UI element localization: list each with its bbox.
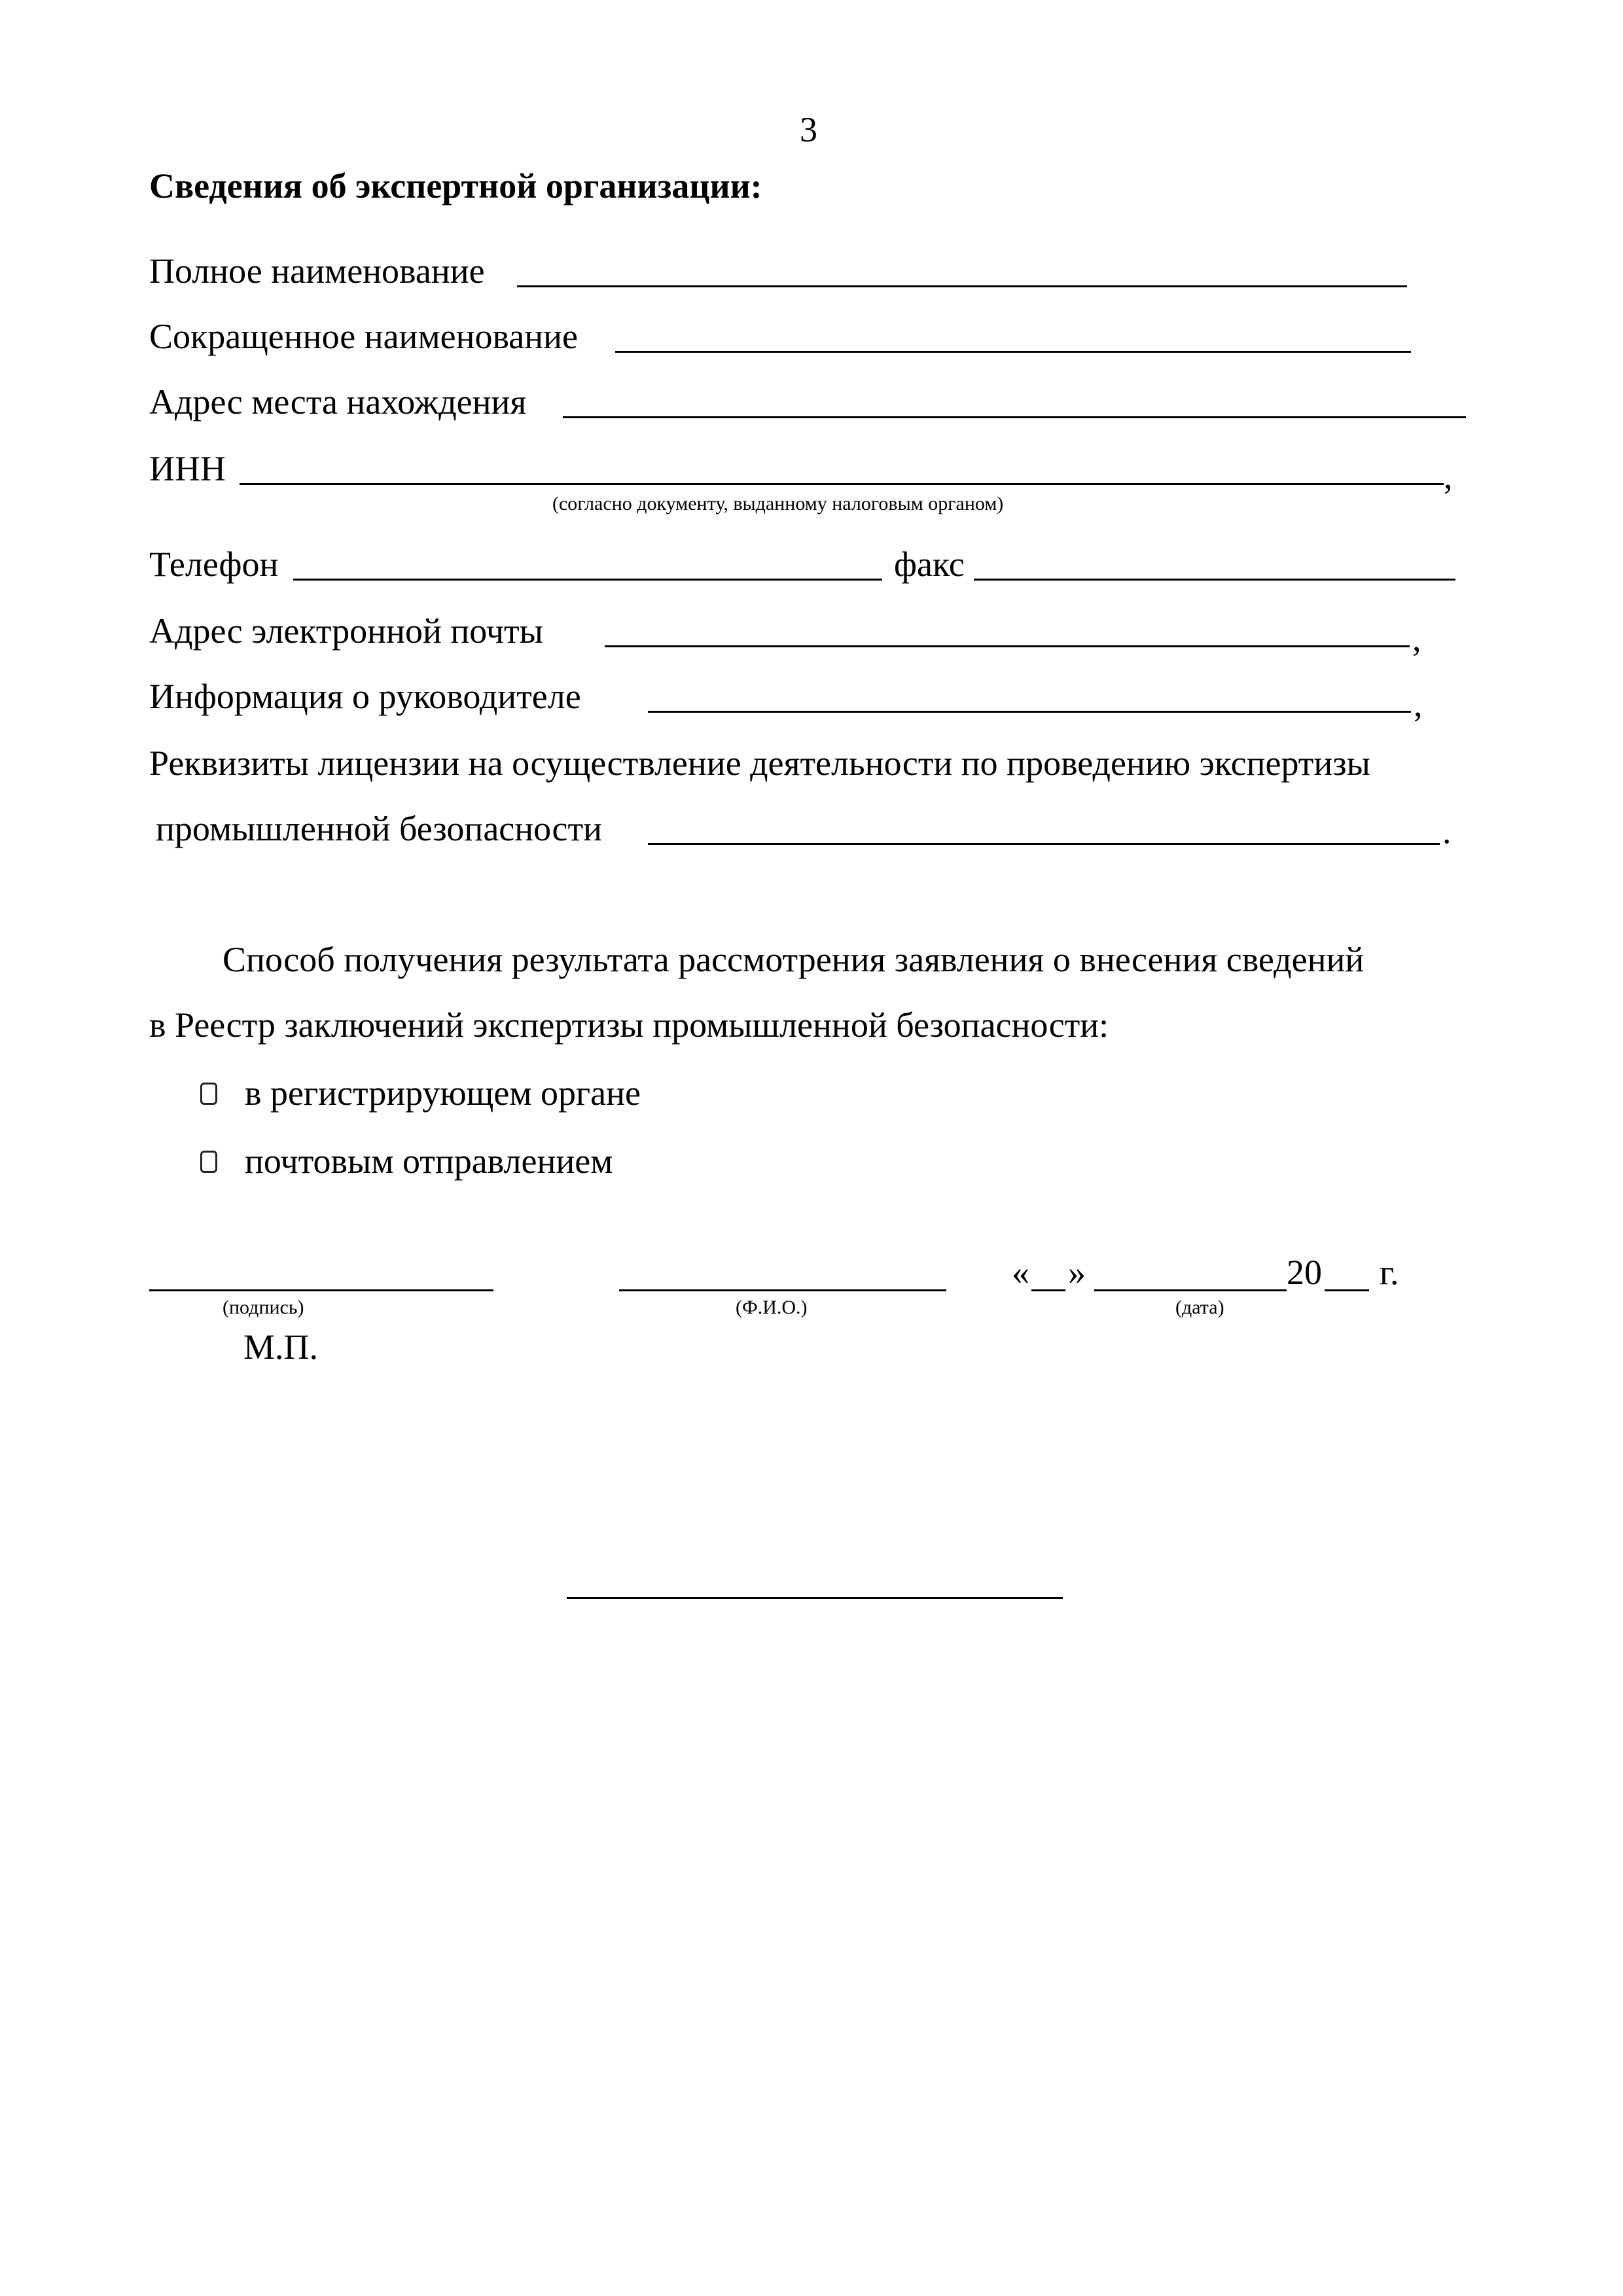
date-caption: (дата) [1175,1297,1224,1318]
date-year-field[interactable] [1325,1289,1369,1291]
head-info-label: Информация о руководителе [149,677,581,716]
fax-label: факс [894,545,965,584]
checkbox-postal-delivery[interactable] [200,1151,217,1173]
signature-line[interactable] [149,1289,493,1291]
address-field[interactable] [563,416,1466,418]
method-paragraph-line2: в Реестр заключений экспертизы промышленной безопасности: [149,1005,1109,1045]
name-caption: (Ф.И.О.) [736,1297,808,1318]
year-prefix: 20 [1287,1253,1322,1292]
stamp-label: М.П. [243,1327,319,1367]
date-close-quote: » [1068,1253,1086,1292]
email-field[interactable] [605,645,1410,647]
head-info-comma: , [1414,685,1423,724]
phone-label: Телефон [149,545,279,584]
inn-field[interactable] [240,483,1444,485]
phone-field[interactable] [293,579,882,581]
section-heading: Сведения об экспертной организации: [149,166,762,206]
fax-field[interactable] [974,579,1455,581]
inn-label: ИНН [149,449,226,488]
license-field[interactable] [648,843,1440,845]
license-label-line2: промышленной безопасности [156,809,602,848]
inn-comma: , [1444,457,1453,496]
head-info-field[interactable] [648,711,1411,713]
checkbox-registering-authority[interactable] [200,1083,217,1105]
method-paragraph-line1: Способ получения результата рассмотрения заявления о внесения сведений [223,940,1364,979]
full-name-field[interactable] [517,285,1407,287]
page-number: 3 [800,110,817,149]
full-name-label: Полное наименование [149,251,485,291]
address-label: Адрес места нахождения [149,382,527,422]
email-label: Адрес электронной почты [149,611,543,651]
email-comma: , [1412,619,1421,658]
date-open-quote: « [1012,1253,1029,1292]
option-registering-authority: в регистрирующем органе [245,1073,641,1113]
date-month-field[interactable] [1094,1289,1287,1291]
short-name-label: Сокращенное наименование [149,317,579,356]
license-label-line1: Реквизиты лицензии на осуществление деятельности по проведению экспертизы [149,744,1370,783]
year-suffix: г. [1380,1253,1399,1292]
short-name-field[interactable] [615,351,1411,353]
date-day-field[interactable] [1031,1289,1065,1291]
bottom-separator-line [567,1597,1063,1599]
inn-hint: (согласно документу, выданному налоговым органом) [552,493,1004,514]
license-period: . [1442,812,1452,851]
signature-caption: (подпись) [223,1297,304,1318]
full-name-signature-line[interactable] [619,1289,946,1291]
option-postal-delivery: почтовым отправлением [245,1141,613,1181]
